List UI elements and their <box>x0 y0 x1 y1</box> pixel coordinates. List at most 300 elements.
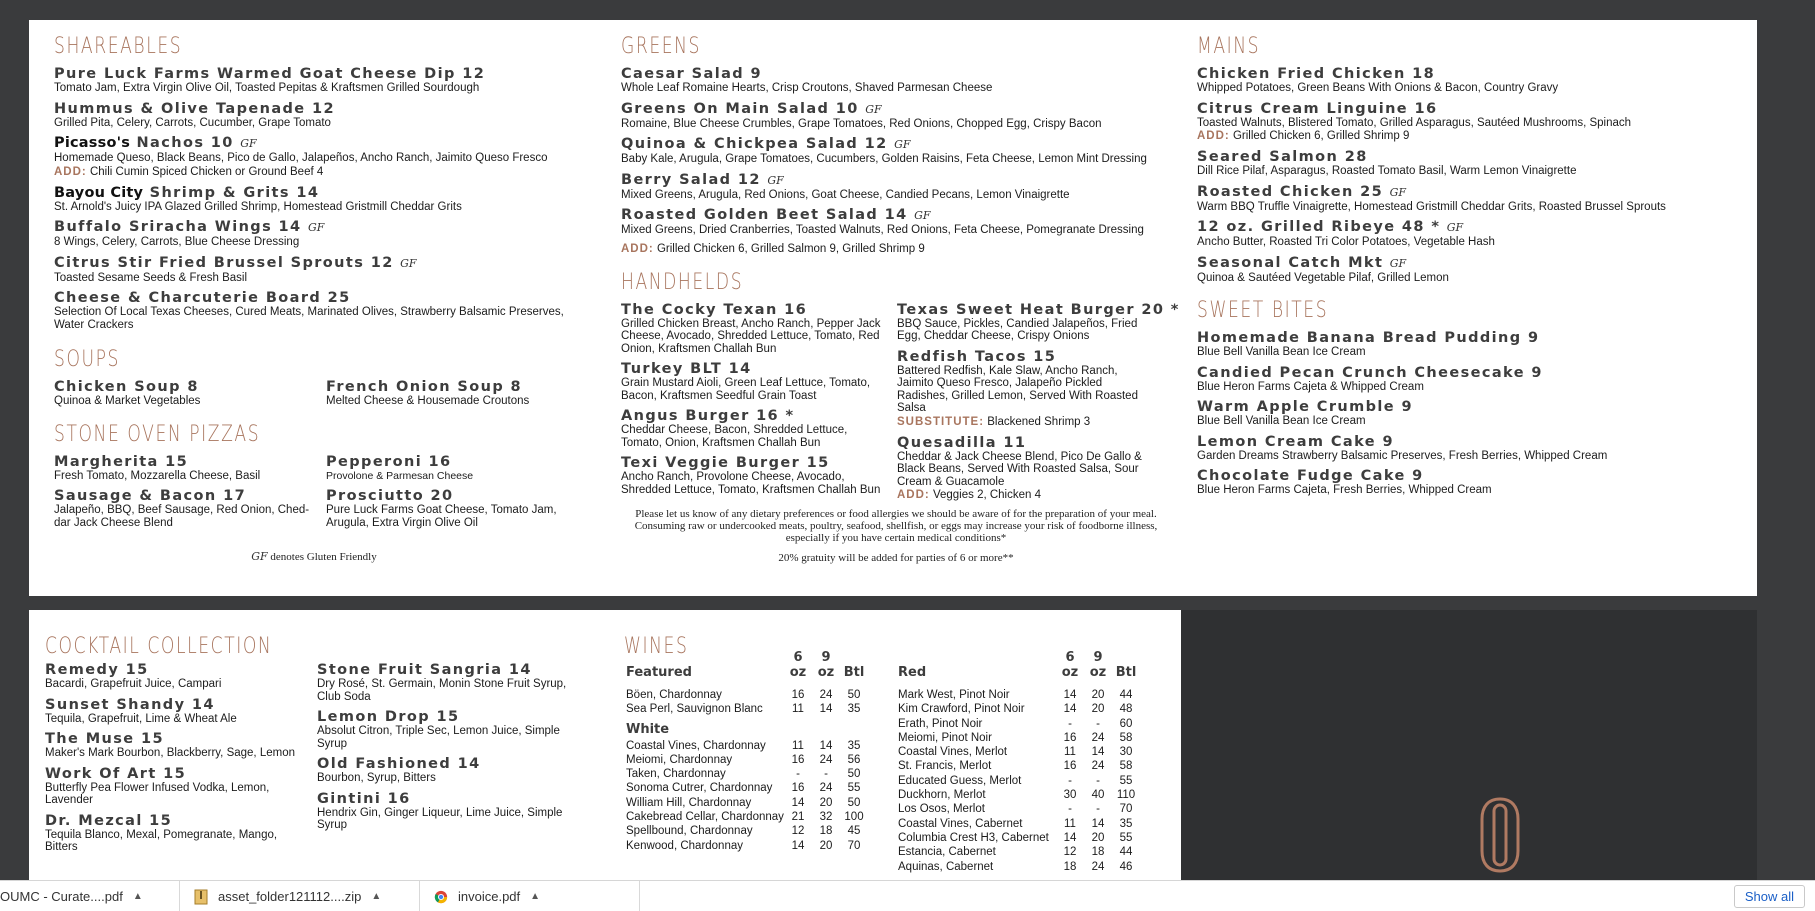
item-name-text: Pure Luck Farms Warmed Goat Cheese Dip 12 <box>54 66 486 82</box>
gf-symbol: GF <box>767 173 784 187</box>
wine-price-btl: 35 <box>1119 817 1133 830</box>
wine-price-6oz: 14 <box>791 796 805 809</box>
wine-price-6oz: - <box>796 768 800 781</box>
handheld-item <box>897 301 1180 343</box>
item-name <box>1197 399 1737 415</box>
greens-item <box>621 207 1196 237</box>
item-name-text: Stone Fruit Sangria 14 <box>317 662 532 678</box>
download-item[interactable] <box>0 881 180 911</box>
cocktail-item <box>45 766 303 807</box>
wine-price-6oz: 11 <box>792 739 804 752</box>
item-name-text: Nachos 10 <box>130 135 234 151</box>
wine-price-9oz: 14 <box>1091 746 1105 759</box>
item-name <box>621 455 883 471</box>
wine-name: Cakebread Cellar, Chardonnay <box>626 811 784 824</box>
wine-name: Duckhorn, Merlot <box>898 789 986 802</box>
item-desc: Ancho Ranch, Provolone Cheese, Avocado, Shredded Lettuce, Tomato, Kraftsmen Challah Bun <box>621 471 881 496</box>
chrome-icon <box>434 889 448 905</box>
handhelds-left <box>621 296 897 503</box>
wine-row <box>898 831 1140 845</box>
wine-header-9oz: 9 oz <box>1089 650 1107 680</box>
add-text: Veggies 2, Chicken 4 <box>932 489 1041 501</box>
item-name <box>1197 149 1737 165</box>
item-brand: Bayou City <box>54 184 144 201</box>
pizza-item <box>54 488 326 529</box>
wine-price-btl: 55 <box>1119 831 1133 844</box>
item-name <box>317 756 572 772</box>
chevron-up-icon[interactable]: ▲ <box>371 891 382 902</box>
item-desc: Pure Luck Farms Goat Cheese, Tomato Jam, Arugula, Extra Virgin Olive Oil <box>326 504 557 529</box>
download-item[interactable] <box>180 881 420 911</box>
mains-item <box>1197 184 1737 214</box>
section-title-sweets: SWEET BITES <box>1197 298 1329 323</box>
item-name-text: Redfish Tacos 15 <box>897 348 1057 365</box>
item-name-text: Dr. Mezcal 15 <box>45 812 173 829</box>
item-name <box>897 435 1147 451</box>
item-name: Chicken Soup 8 <box>54 379 199 395</box>
item-desc: Maker's Mark Bourbon, Blackberry, Sage, Lemon <box>45 747 295 759</box>
item-name-text: Chicken Fried Chicken 18 <box>1197 66 1436 82</box>
wine-price-9oz: 24 <box>1091 860 1105 873</box>
item-name <box>45 813 303 829</box>
item-desc: Blue Heron Farms Cajeta & Whipped Cream <box>1197 380 1424 393</box>
wine-row <box>626 753 868 767</box>
wine-price-btl: 56 <box>847 753 861 766</box>
allergy-note: Please let us know of any dietary preferences or food allergies we should be aware of for the preparation of your meal. Consuming raw or undercooked meats, poultry, seafood, shellfish, or eggs may increase your risk of foodborne illness, especially if you have certain medical conditions* <box>634 508 1158 544</box>
wine-row <box>626 796 868 810</box>
wine-price-btl: 44 <box>1119 689 1133 701</box>
item-add-line <box>897 489 1147 502</box>
item-name-text: Lemon Drop 15 <box>317 709 460 725</box>
cocktails-right <box>317 656 572 854</box>
wine-name: Taken, Chardonnay <box>626 768 726 781</box>
item-name <box>54 66 574 82</box>
wine-price-9oz: - <box>1096 774 1100 787</box>
wine-price-9oz: 32 <box>819 811 833 824</box>
item-name <box>1197 101 1737 117</box>
section-title-handhelds: HANDHELDS <box>621 269 744 295</box>
shareable-item <box>54 255 574 285</box>
item-name <box>1197 184 1737 201</box>
gf-symbol: GF <box>894 138 911 151</box>
wine-price-6oz: 16 <box>791 753 805 766</box>
item-name-text: Hummus & Olive Tapenade 12 <box>54 100 335 117</box>
wine-name: Sea Perl, Sauvignon Blanc <box>626 703 763 716</box>
item-name <box>621 66 1196 82</box>
shareables-list <box>54 66 574 331</box>
item-name-text: Warm Apple Crumble 9 <box>1197 399 1413 415</box>
item-name <box>1197 468 1737 484</box>
item-desc: Quinoa & Market Vegetables <box>54 395 201 407</box>
item-name <box>317 662 572 678</box>
wine-price-btl: 70 <box>847 839 861 852</box>
item-name <box>45 766 303 782</box>
handheld-item <box>621 408 883 449</box>
wine-price-6oz: 16 <box>791 782 805 795</box>
chevron-up-icon[interactable]: ▲ <box>132 891 143 902</box>
item-desc: Garden Dreams Strawberry Balsamic Preserves, Fresh Berries, Whipped Cream <box>1197 449 1608 462</box>
section-title-cocktails: COCKTAIL COLLECTION <box>45 634 273 659</box>
wine-price-9oz: 18 <box>1091 846 1105 859</box>
wine-row <box>898 702 1140 716</box>
item-name-text: Caesar Salad 9 <box>621 66 762 82</box>
item-desc: Grilled Pita, Celery, Carrots, Cucumber, Grape Tomato <box>54 116 331 129</box>
item-name-text: Berry Salad 12 <box>621 171 761 188</box>
wine-price-6oz: 21 <box>791 811 805 824</box>
item-name-text: Quinoa & Chickpea Salad 12 <box>621 136 888 152</box>
greens-item <box>621 66 1196 95</box>
wine-header-btl: Btl <box>1115 665 1137 680</box>
item-name-text: 12 oz. Grilled Ribeye 48 * <box>1197 219 1441 235</box>
item-name <box>45 662 303 678</box>
shareable-item <box>54 135 574 179</box>
download-item[interactable] <box>420 881 640 911</box>
cocktail-item <box>45 731 303 760</box>
add-text: Grilled Chicken 6, Grilled Shrimp 9 <box>1232 130 1410 142</box>
item-name: Prosciutto 20 <box>326 488 454 504</box>
wine-price-btl: 46 <box>1119 860 1133 873</box>
column-mains <box>1197 34 1737 497</box>
item-name <box>621 361 883 377</box>
item-brand: Picasso's <box>54 135 131 151</box>
wine-row <box>898 817 1140 831</box>
wine-name: Kenwood, Chardonnay <box>626 839 743 852</box>
shareable-item <box>54 185 574 214</box>
section-title-greens: GREENS <box>621 34 701 59</box>
item-desc: Ancho Butter, Roasted Tri Color Potatoes, Vegetable Hash <box>1197 236 1495 248</box>
wine-white-rows <box>626 739 868 853</box>
item-desc: Blue Bell Vanilla Bean Ice Cream <box>1197 415 1366 427</box>
wine-price-9oz: - <box>824 768 828 781</box>
wine-row <box>898 688 1140 702</box>
column-cocktails <box>45 634 585 854</box>
item-desc: Dry Rosé, St. Germain, Monin Stone Fruit Syrup, Club Soda <box>317 678 567 703</box>
wine-header-white: White <box>626 721 670 737</box>
wine-price-9oz: 14 <box>1091 817 1105 830</box>
cocktail-item <box>45 662 303 691</box>
wine-price-btl: 30 <box>1119 746 1133 759</box>
download-item-name: asset_folder121112....zip <box>218 889 362 904</box>
restaurant-logo-icon <box>1478 795 1522 875</box>
greens-add-line <box>621 243 1196 256</box>
item-desc: Hendrix Gin, Ginger Liqueur, Lime Juice, Simple Syrup <box>317 806 563 831</box>
item-name-text: Turkey BLT 14 <box>621 361 752 377</box>
wine-row <box>898 731 1140 745</box>
zip-icon <box>194 889 208 905</box>
item-desc: Provolone & Parmesan Cheese <box>326 469 474 482</box>
item-name-text: The Cocky Texan 16 <box>621 301 808 318</box>
item-desc: Warm BBQ Truffle Vinaigrette, Homestead Gristmill Cheddar Grits, Roasted Brussel Sprouts <box>1197 200 1666 213</box>
wine-price-6oz: 14 <box>1063 703 1077 716</box>
column-greens <box>621 34 1196 564</box>
gf-symbol: GF <box>1446 221 1464 234</box>
wine-name: Erath, Pinot Noir <box>898 717 983 730</box>
wine-header-featured: Featured <box>626 665 692 680</box>
wine-name: Los Osos, Merlot <box>898 803 985 816</box>
wine-price-btl: 48 <box>1119 703 1133 716</box>
wine-price-6oz: 14 <box>1063 831 1077 844</box>
item-name-text: Candied Pecan Crunch Cheesecake 9 <box>1197 364 1543 381</box>
chevron-up-icon[interactable]: ▲ <box>530 891 541 902</box>
wine-name: Spellbound, Chardonnay <box>626 825 753 838</box>
wine-price-6oz: - <box>1068 717 1072 730</box>
item-desc: Jalapeño, BBQ, Beef Sausage, Red Onion, Ched-dar Jack Cheese Blend <box>54 504 310 529</box>
item-name-text: Homemade Banana Bread Pudding 9 <box>1197 330 1540 346</box>
gf-note <box>54 551 574 563</box>
wine-price-btl: 58 <box>1119 760 1133 773</box>
item-add-line <box>1197 130 1737 143</box>
wine-price-6oz: 12 <box>791 825 805 838</box>
item-name-text: Texas Sweet Heat Burger 20 * <box>897 301 1180 318</box>
wine-price-9oz: 24 <box>819 753 833 766</box>
sweet-item <box>1197 434 1737 463</box>
item-name <box>621 302 883 318</box>
wine-price-btl: 60 <box>1119 717 1133 730</box>
mains-item <box>1197 149 1737 178</box>
item-desc: Dill Rice Pilaf, Asparagus, Roasted Tomato Basil, Warm Lemon Vinaigrette <box>1197 165 1577 177</box>
wine-price-6oz: 16 <box>791 689 805 701</box>
wine-name: Columbia Crest H3, Cabernet <box>898 831 1049 844</box>
sweet-item <box>1197 468 1737 497</box>
item-name <box>45 697 303 713</box>
wine-row <box>626 739 868 753</box>
item-name <box>317 791 572 807</box>
section-title-shareables: SHAREABLES <box>54 34 183 59</box>
wine-price-9oz: 20 <box>1091 703 1105 716</box>
add-label: ADD: <box>621 242 654 255</box>
item-name <box>54 255 574 272</box>
wine-price-btl: 45 <box>847 825 861 838</box>
gf-symbol: GF <box>307 221 325 234</box>
item-desc: Mixed Greens, Dried Cranberries, Toasted Walnuts, Red Onions, Feta Cheese, Pomegranate Dressing <box>621 224 1144 236</box>
wine-price-btl: 55 <box>1119 774 1133 787</box>
item-name <box>54 185 574 201</box>
wine-header-6oz: 6 oz <box>789 650 807 680</box>
item-name-text: Seasonal Catch Mkt <box>1197 254 1384 271</box>
wine-name: St. Francis, Merlot <box>898 760 992 773</box>
item-name-text: Chocolate Fudge Cake 9 <box>1197 468 1424 484</box>
wine-name: Böen, Chardonnay <box>626 689 722 701</box>
section-title-mains: MAINS <box>1197 34 1261 59</box>
cover-panel <box>1181 610 1757 880</box>
wine-row <box>626 702 868 716</box>
item-desc: Grilled Chicken Breast, Ancho Ranch, Pepper Jack Cheese, Avocado, Shredded Lettuce, Tomato, Red Onion, Kraftsmen Challah Bun <box>621 317 881 355</box>
item-name <box>621 172 1196 189</box>
greens-item <box>621 101 1196 131</box>
wine-price-9oz: - <box>1096 717 1100 730</box>
wine-name: Estancia, Cabernet <box>898 846 996 859</box>
wine-price-btl: 100 <box>844 811 864 824</box>
item-desc: Tequila, Grapefruit, Lime & Wheat Ale <box>45 712 237 725</box>
item-name-text: Citrus Stir Fried Brussel Sprouts 12 <box>54 254 394 271</box>
item-name-text: Remedy 15 <box>45 662 149 678</box>
shareable-item <box>54 101 574 130</box>
wine-row <box>898 860 1140 874</box>
item-name <box>1197 434 1737 450</box>
item-desc: Butterfly Pea Flower Infused Vodka, Lemon, Lavender <box>45 781 270 806</box>
handheld-item <box>621 361 883 402</box>
wine-name: William Hill, Chardonnay <box>626 796 752 809</box>
soups-list <box>54 373 574 408</box>
item-name <box>621 408 883 424</box>
item-desc: Tomato Jam, Extra Virgin Olive Oil, Toasted Pepitas & Kraftsmen Grilled Sourdough <box>54 82 480 94</box>
cocktail-item <box>317 791 572 832</box>
item-desc: Whole Leaf Romaine Hearts, Crisp Croutons, Shaved Parmesan Cheese <box>621 82 993 94</box>
wine-price-6oz: 11 <box>1064 746 1076 759</box>
add-label: ADD: <box>1197 130 1230 142</box>
item-name <box>317 709 572 725</box>
wine-header-red: Red <box>898 665 927 680</box>
item-desc: Whipped Potatoes, Green Beans With Onions & Bacon, Country Gravy <box>1197 82 1559 94</box>
wine-table-featured-white <box>626 650 868 853</box>
wine-price-9oz: 24 <box>1091 760 1105 773</box>
wine-header-row <box>898 650 1140 680</box>
item-add-line <box>897 416 1147 429</box>
wine-price-9oz: 20 <box>1091 831 1105 844</box>
pizza-item <box>326 454 574 483</box>
add-text: Chili Cumin Spiced Chicken or Ground Beef 4 <box>89 165 324 178</box>
wine-price-6oz: 16 <box>1063 760 1077 773</box>
item-desc: Toasted Walnuts, Blistered Tomato, Grilled Asparagus, Sautéed Mushrooms, Spinach <box>1197 116 1632 129</box>
menu-page-food <box>29 20 1757 596</box>
show-all-button[interactable]: Show all <box>1734 885 1805 908</box>
wine-name: Meiomi, Chardonnay <box>626 753 733 766</box>
wine-name: Aquinas, Cabernet <box>898 860 994 873</box>
wine-header-row <box>626 650 868 680</box>
menu-page-drinks <box>29 610 1757 880</box>
wine-price-9oz: 20 <box>819 839 833 852</box>
shareable-item <box>54 66 574 95</box>
item-name-text: Seared Salmon 28 <box>1197 149 1368 165</box>
greens-item <box>621 136 1196 166</box>
wine-price-btl: 55 <box>847 782 861 795</box>
wine-row <box>898 745 1140 759</box>
wine-price-6oz: - <box>1068 774 1072 787</box>
item-name-text: Gintini 16 <box>317 790 411 807</box>
sweet-item <box>1197 365 1737 394</box>
item-desc: Fresh Tomato, Mozzarella Cheese, Basil <box>54 469 261 482</box>
item-desc: Toasted Sesame Seeds & Fresh Basil <box>54 271 248 284</box>
cocktail-item <box>317 756 572 785</box>
gf-symbol: GF <box>1389 256 1407 270</box>
item-desc: Blue Heron Farms Cajeta, Fresh Berries, Whipped Cream <box>1197 484 1492 496</box>
item-desc: Romaine, Blue Cheese Crumbles, Grape Tomatoes, Red Onions, Chopped Egg, Crispy Bacon <box>621 117 1102 130</box>
wine-price-6oz: 14 <box>1063 689 1077 701</box>
add-text: Blackened Shrimp 3 <box>987 415 1091 428</box>
add-label: ADD: <box>54 165 87 178</box>
wine-name: Meiomi, Pinot Noir <box>898 731 992 744</box>
handheld-item <box>897 349 1147 429</box>
item-desc: Bacardi, Grapefruit Juice, Campari <box>45 678 222 690</box>
cocktail-item <box>317 709 572 750</box>
wine-price-6oz: 16 <box>1063 731 1077 744</box>
wine-price-9oz: 24 <box>819 782 833 795</box>
wine-price-6oz: 11 <box>1064 817 1076 830</box>
section-title-pizzas: STONE OVEN PIZZAS <box>54 421 261 447</box>
item-desc: Blue Bell Vanilla Bean Ice Cream <box>1197 346 1366 358</box>
item-name <box>897 301 1180 318</box>
wine-price-btl: 110 <box>1116 789 1136 802</box>
wine-price-6oz: - <box>1068 803 1072 816</box>
item-name <box>54 290 574 306</box>
item-desc: Selection Of Local Texas Cheeses, Cured Meats, Marinated Olives, Strawberry Balsamic Preserves, Water Crackers <box>54 306 564 331</box>
greens-item <box>621 172 1196 202</box>
item-name-text: Shrimp & Grits 14 <box>143 184 320 201</box>
wine-price-9oz: 24 <box>1091 731 1105 744</box>
item-name-text: Work Of Art 15 <box>45 765 187 782</box>
wine-price-btl: 50 <box>847 796 861 809</box>
wine-price-6oz: 18 <box>1063 860 1077 873</box>
item-name <box>897 349 1147 365</box>
wine-row <box>898 774 1140 788</box>
item-name: Pepperoni 16 <box>326 453 452 470</box>
item-desc: Bourbon, Syrup, Bitters <box>317 772 436 784</box>
wine-row <box>898 802 1140 816</box>
wine-price-9oz: 14 <box>819 739 833 752</box>
item-name-text: Old Fashioned 14 <box>317 756 481 772</box>
item-desc: Cheddar & Jack Cheese Blend, Pico De Gallo & Black Beans, Served With Roasted Salsa, Sour Cream & Guacamole <box>897 450 1142 488</box>
item-name <box>54 219 574 236</box>
item-desc: Baby Kale, Arugula, Grape Tomatoes, Cucumbers, Golden Raisins, Feta Cheese, Lemon Mint Dressing <box>621 153 1147 165</box>
cocktail-item <box>45 697 303 726</box>
wine-price-9oz: 40 <box>1091 789 1105 802</box>
item-desc: 8 Wings, Celery, Carrots, Blue Cheese Dressing <box>54 236 300 248</box>
item-desc: St. Arnold's Juicy IPA Glazed Grilled Shrimp, Homestead Gristmill Cheddar Grits <box>54 200 462 213</box>
item-name <box>54 101 574 117</box>
wine-row <box>898 788 1140 802</box>
wine-price-btl: 44 <box>1119 846 1133 859</box>
handheld-item <box>621 455 883 496</box>
gf-symbol: GF <box>914 209 931 222</box>
wine-price-9oz: 14 <box>819 703 833 716</box>
item-name <box>45 731 303 747</box>
item-name: French Onion Soup 8 <box>326 379 523 395</box>
gf-symbol: GF <box>400 256 417 270</box>
add-label: ADD: <box>897 489 930 501</box>
shareable-item <box>54 219 574 249</box>
wine-row <box>626 767 868 781</box>
item-name <box>1197 255 1737 272</box>
item-name: Margherita 15 <box>54 453 189 470</box>
soup-item <box>326 373 574 408</box>
wine-price-btl: 35 <box>847 739 861 752</box>
item-name-text: Greens On Main Salad 10 <box>621 100 859 117</box>
wine-row <box>898 845 1140 859</box>
wine-row <box>626 839 868 853</box>
wine-price-btl: 35 <box>847 703 861 716</box>
pizzas-list <box>54 448 574 530</box>
download-item-name: invoice.pdf <box>458 889 521 904</box>
wine-name: Coastal Vines, Chardonnay <box>626 739 766 752</box>
wine-price-btl: 50 <box>847 689 861 701</box>
item-desc: Battered Redfish, Kale Slaw, Ancho Ranch, Jaimito Queso Fresco, Jalapeño Pickled Radishes, Grilled Lemon, Served With Roasted Salsa <box>897 364 1138 414</box>
greens-list <box>621 66 1196 237</box>
gf-symbol: GF <box>1389 185 1406 199</box>
download-item-name: OUMC - Curate....pdf <box>0 889 123 904</box>
column-shareables <box>54 34 574 563</box>
item-name-text: Lemon Cream Cake 9 <box>1197 433 1394 450</box>
wine-price-btl: 58 <box>1119 731 1133 744</box>
wine-price-btl: 70 <box>1119 803 1133 816</box>
item-name-text: Texi Veggie Burger 15 <box>621 455 830 471</box>
sweets-list <box>1197 330 1737 497</box>
download-bar <box>0 880 1815 911</box>
wine-price-9oz: 18 <box>819 825 833 838</box>
item-name-text: Buffalo Sriracha Wings 14 <box>54 219 302 235</box>
item-name <box>621 101 1196 118</box>
item-desc: Tequila Blanco, Mexal, Pomegranate, Mango, Bitters <box>45 828 278 853</box>
item-name <box>54 135 574 152</box>
